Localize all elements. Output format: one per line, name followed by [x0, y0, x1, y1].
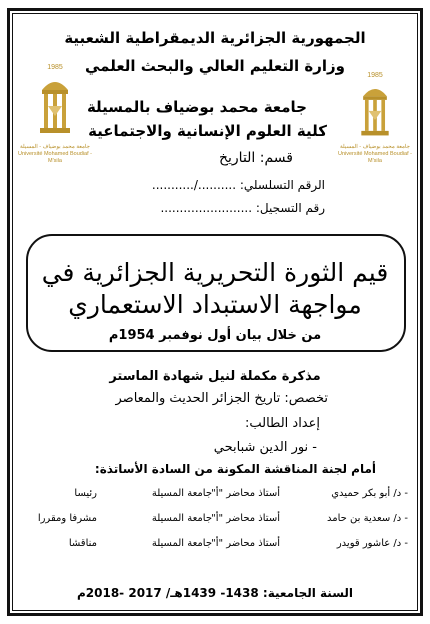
university-logo-left: [18, 64, 92, 164]
jury-member-rank: أستاذ محاضر "أ": [211, 513, 280, 524]
department-name: قسم: التاريخ: [218, 150, 293, 166]
university-logo-right: [338, 72, 412, 164]
registration-number-field: رقم التسجيل: ........................: [160, 201, 325, 215]
serial-number-field: الرقم التسلسلي: ........../...........: [151, 178, 325, 192]
jury-member-role: مشرفا ومقررا: [37, 513, 97, 524]
jury-member-name: - د/ سعدية بن حامد: [327, 513, 408, 524]
university-emblem-icon: [358, 78, 392, 140]
jury-member-name: - د/ عاشور قويدر: [336, 538, 408, 549]
jury-row: [0, 513, 430, 531]
republic-heading: الجمهورية الجزائرية الديمقراطية الشعبية: [64, 29, 366, 47]
logo-caption: جامعة محمد بوضياف - المسيلة Université Mohamed Boudiaf - M'sila: [18, 144, 92, 164]
prepared-by-label: إعداد الطالب:: [244, 416, 320, 431]
thesis-title-line-1: قيم الثورة التحريرية الجزائرية في: [41, 258, 389, 287]
jury-member-rank: أستاذ محاضر "أ": [211, 488, 280, 499]
jury-member-name: - د/ أبو بكر حميدي: [331, 488, 408, 499]
jury-row: [0, 488, 430, 506]
logo-year: 1985: [367, 72, 383, 79]
university-emblem-icon: [38, 70, 72, 138]
jury-member-university: جامعة المسيلة: [151, 488, 212, 499]
jury-member-role: رئيسا: [74, 488, 97, 499]
committee-heading: أمام لجنة المناقشة المكونة من السادة الأساتذة:: [94, 462, 376, 476]
academic-year: السنة الجامعية: 1438- 1439هـ/ 2017 -2018م: [76, 586, 354, 600]
jury-member-rank: أستاذ محاضر "أ": [211, 538, 280, 549]
memo-statement: مذكرة مكملة لنيل شهادة الماستر: [109, 369, 321, 384]
specialty-line: تخصص: تاريخ الجزائر الحديث والمعاصر: [115, 391, 328, 406]
jury-member-role: مناقشا: [68, 538, 97, 549]
thesis-subtitle: من خلال بيان أول نوفمبر 1954م: [108, 328, 322, 343]
jury-member-university: جامعة المسيلة: [151, 513, 212, 524]
thesis-title-line-2: مواجهة الاستبداد الاستعماري: [68, 290, 362, 319]
university-name: جامعة محمد بوضياف بالمسيلة: [86, 98, 307, 116]
ministry-heading: وزارة التعليم العالي والبحث العلمي: [84, 57, 346, 75]
jury-member-university: جامعة المسيلة: [151, 538, 212, 549]
student-name: - نور الدين شبابحي: [213, 440, 317, 455]
logo-year: 1985: [47, 64, 63, 71]
logo-caption: جامعة محمد بوضياف - المسيلة Université Mohamed Boudiaf - M'sila: [338, 144, 412, 164]
jury-row: [0, 538, 430, 556]
faculty-name: كلية العلوم الإنسانية والاجتماعية: [88, 122, 327, 140]
